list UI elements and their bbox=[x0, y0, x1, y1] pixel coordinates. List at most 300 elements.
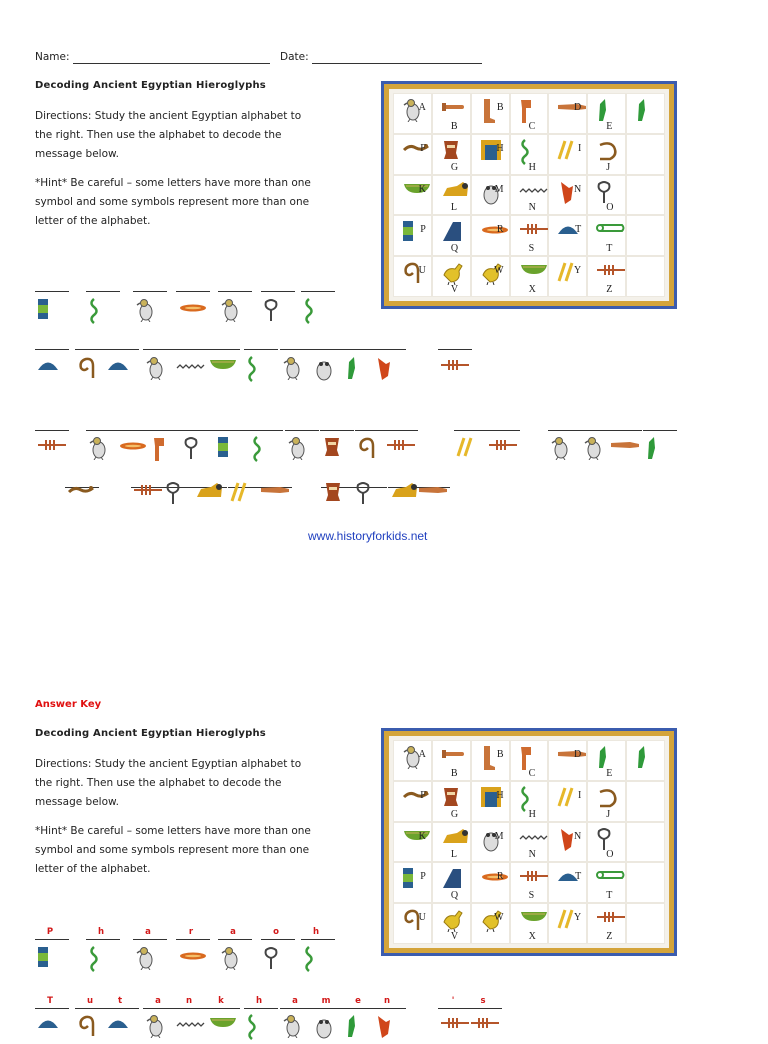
answer-blank[interactable] bbox=[468, 1008, 502, 1009]
alphabet-cell bbox=[432, 903, 471, 944]
alphabet-letter: Q bbox=[450, 243, 459, 255]
answer-blank[interactable] bbox=[548, 430, 582, 431]
answer-blank[interactable] bbox=[105, 1008, 139, 1009]
hint-line: *Hint* Be careful – some letters have more than one bbox=[35, 177, 311, 189]
lion-icon bbox=[441, 180, 471, 202]
reed-icon bbox=[635, 98, 647, 126]
answer-blank[interactable] bbox=[176, 939, 210, 940]
foot-icon bbox=[441, 745, 467, 764]
answer-blank[interactable] bbox=[75, 1008, 109, 1009]
water-icon bbox=[519, 827, 549, 846]
answer-blank[interactable] bbox=[176, 291, 210, 292]
mouth-icon bbox=[178, 946, 208, 965]
alphabet-cell bbox=[471, 215, 510, 256]
answer-blank[interactable] bbox=[643, 430, 677, 431]
alphabet-cell bbox=[626, 256, 665, 297]
hint-line: symbol and some symbols represent more than one bbox=[35, 196, 310, 208]
alphabet-letter: M bbox=[494, 183, 504, 195]
alphabet-letter: R bbox=[496, 224, 504, 236]
rope-icon bbox=[357, 436, 377, 464]
answer-letter: a bbox=[292, 996, 298, 1006]
lasso-icon bbox=[263, 946, 279, 974]
answer-blank[interactable] bbox=[86, 939, 120, 940]
reeds-icon bbox=[557, 139, 575, 165]
twisted-flax-icon bbox=[303, 946, 315, 976]
vulture-icon bbox=[282, 356, 304, 384]
date-label-text: Date: bbox=[280, 51, 309, 63]
answer-blank[interactable] bbox=[143, 349, 177, 350]
alphabet-letter: W bbox=[494, 912, 504, 924]
twisted-flax-icon bbox=[246, 1014, 258, 1044]
alphabet-letter: Y bbox=[574, 912, 582, 924]
alphabet-letter: E bbox=[606, 767, 613, 779]
alphabet-cell bbox=[587, 740, 626, 781]
answer-key-directions bbox=[35, 755, 301, 812]
answer-letter: t bbox=[117, 996, 123, 1006]
alphabet-letter: B bbox=[450, 767, 458, 779]
alphabet-cell bbox=[510, 175, 549, 216]
vulture-icon bbox=[145, 1014, 167, 1042]
answer-letter: h bbox=[255, 996, 263, 1006]
alphabet-letter: T bbox=[575, 871, 582, 883]
alphabet-cell bbox=[471, 903, 510, 944]
alphabet-letter: R bbox=[496, 871, 504, 883]
leg-icon bbox=[480, 98, 496, 128]
mouth-icon bbox=[118, 436, 148, 455]
vulture-icon bbox=[220, 298, 242, 326]
answer-letter: P bbox=[46, 927, 54, 937]
alphabet-cell bbox=[548, 256, 587, 297]
stool-icon bbox=[37, 946, 49, 972]
answer-letter: r bbox=[188, 927, 194, 937]
alphabet-cell bbox=[510, 781, 549, 822]
answer-blank[interactable] bbox=[320, 430, 354, 431]
answer-blank[interactable] bbox=[174, 349, 208, 350]
answer-blank[interactable] bbox=[311, 1008, 345, 1009]
alphabet-cell bbox=[432, 215, 471, 256]
jar-icon bbox=[323, 481, 343, 507]
mouth-icon bbox=[480, 867, 510, 886]
alphabet-letter: U bbox=[418, 912, 426, 924]
alphabet-letter: E bbox=[606, 120, 613, 132]
alphabet-letter: K bbox=[418, 830, 426, 842]
alphabet-cell bbox=[510, 862, 549, 903]
name-label bbox=[35, 51, 70, 63]
directions-line: message below. bbox=[35, 796, 119, 808]
alphabet-letter: G bbox=[450, 808, 459, 820]
alphabet-cell bbox=[587, 862, 626, 903]
answer-blank[interactable] bbox=[438, 1008, 472, 1009]
alphabet-letter: P bbox=[420, 871, 426, 883]
vulture-icon bbox=[135, 298, 157, 326]
rope-icon bbox=[77, 356, 97, 384]
bolt-icon bbox=[596, 261, 626, 280]
answer-letter: a bbox=[145, 927, 151, 937]
alphabet-cell bbox=[432, 822, 471, 863]
answer-letter: e bbox=[355, 996, 361, 1006]
answer-blank[interactable] bbox=[280, 1008, 314, 1009]
answer-blank[interactable] bbox=[244, 1008, 278, 1009]
answer-letter: n bbox=[185, 996, 193, 1006]
directions-line: the right. Then use the alphabet to decode the bbox=[35, 777, 282, 789]
mouth-icon bbox=[480, 220, 510, 239]
directions-line: Directions: Study the ancient Egyptian alphabet to bbox=[35, 758, 302, 770]
alphabet-cell bbox=[548, 740, 587, 781]
stool-icon bbox=[37, 298, 49, 324]
bolt-icon bbox=[37, 436, 67, 455]
alphabet-cell bbox=[587, 256, 626, 297]
hand-icon bbox=[557, 745, 587, 764]
twisted-flax-icon bbox=[251, 436, 263, 466]
answer-letter: u bbox=[86, 996, 94, 1006]
answer-blank[interactable] bbox=[105, 349, 139, 350]
alphabet-cell bbox=[626, 175, 665, 216]
alphabet-cell bbox=[393, 93, 432, 134]
answer-blank[interactable] bbox=[181, 430, 215, 431]
alphabet-letter: F bbox=[420, 789, 426, 801]
answer-blank[interactable] bbox=[261, 291, 295, 292]
stool-icon bbox=[402, 220, 414, 246]
answer-key-title: Decoding Ancient Egyptian Hieroglyphs bbox=[35, 728, 266, 739]
alphabet-cell bbox=[471, 822, 510, 863]
alphabet-cell bbox=[471, 175, 510, 216]
reeds-icon bbox=[557, 908, 575, 934]
bolt-icon bbox=[386, 436, 416, 455]
alphabet-cell bbox=[510, 740, 549, 781]
answer-blank[interactable] bbox=[86, 291, 120, 292]
water-icon bbox=[176, 356, 206, 375]
directions-line: Directions: Study the ancient Egyptian alphabet to bbox=[35, 110, 302, 122]
alphabet-letter: G bbox=[450, 161, 459, 173]
reeds-icon bbox=[557, 786, 575, 812]
alphabet-letter: I bbox=[577, 789, 582, 801]
reed-icon bbox=[345, 1014, 357, 1042]
answer-letter: m bbox=[321, 996, 331, 1006]
hand-icon bbox=[260, 481, 290, 500]
vulture-icon bbox=[220, 946, 242, 974]
alphabet-letter: C bbox=[528, 120, 536, 132]
hand-icon bbox=[610, 436, 640, 455]
bolt-icon bbox=[133, 481, 163, 500]
answer-blank[interactable] bbox=[285, 430, 319, 431]
alphabet-cell bbox=[587, 134, 626, 175]
answer-blank[interactable] bbox=[454, 430, 488, 431]
alphabet-cell bbox=[393, 903, 432, 944]
answer-blank[interactable] bbox=[206, 349, 240, 350]
vulture-icon bbox=[88, 436, 110, 464]
answer-blank[interactable] bbox=[438, 349, 472, 350]
owl-icon bbox=[313, 356, 335, 386]
alphabet-letter: X bbox=[528, 283, 536, 295]
alphabet-cell bbox=[432, 862, 471, 903]
alphabet-letter: J bbox=[606, 161, 611, 173]
answer-blank[interactable] bbox=[75, 349, 109, 350]
alphabet-letter: Z bbox=[606, 930, 613, 942]
alphabet-cell bbox=[548, 93, 587, 134]
alphabet-letter: L bbox=[450, 849, 457, 861]
bolt-icon bbox=[440, 356, 470, 375]
alphabet-letter: V bbox=[450, 283, 459, 295]
bolt-icon bbox=[596, 908, 626, 927]
alphabet-cell bbox=[548, 822, 587, 863]
name-label-text: Name: bbox=[35, 51, 70, 63]
alphabet-chart bbox=[384, 84, 674, 306]
directions-line: the right. Then use the alphabet to decode the bbox=[35, 129, 282, 141]
alphabet-letter: T bbox=[606, 243, 613, 255]
lasso-icon bbox=[165, 481, 181, 509]
bolt-icon bbox=[519, 220, 549, 239]
vulture-icon bbox=[287, 436, 309, 464]
hint-line: letter of the alphabet. bbox=[35, 215, 151, 227]
answer-blank[interactable] bbox=[35, 291, 69, 292]
alphabet-cell bbox=[393, 256, 432, 297]
bolt-icon bbox=[488, 436, 518, 455]
answer-blank[interactable] bbox=[608, 430, 642, 431]
stool-icon bbox=[402, 867, 414, 893]
bread-icon bbox=[37, 356, 59, 375]
answer-blank[interactable] bbox=[261, 939, 295, 940]
alphabet-cell bbox=[587, 903, 626, 944]
alphabet-cell bbox=[471, 862, 510, 903]
owl-icon bbox=[313, 1014, 335, 1044]
vulture-icon bbox=[135, 946, 157, 974]
lasso-icon bbox=[355, 481, 371, 509]
answer-letter: ' bbox=[451, 996, 455, 1006]
alphabet-letter: S bbox=[528, 243, 535, 255]
reed-icon bbox=[345, 356, 357, 384]
crown-icon bbox=[374, 356, 394, 386]
alphabet-cell bbox=[626, 822, 665, 863]
alphabet-cell bbox=[626, 781, 665, 822]
reed-icon bbox=[635, 745, 647, 773]
alphabet-cell bbox=[471, 93, 510, 134]
alphabet-letter: T bbox=[575, 224, 582, 236]
answer-blank[interactable] bbox=[143, 1008, 177, 1009]
answer-blank[interactable] bbox=[116, 430, 150, 431]
vulture-icon bbox=[282, 1014, 304, 1042]
answer-blank[interactable] bbox=[35, 430, 69, 431]
answer-letter: n bbox=[383, 996, 391, 1006]
alphabet-cell bbox=[432, 740, 471, 781]
reed-icon bbox=[645, 436, 657, 464]
twisted-flax-icon bbox=[88, 946, 100, 976]
alphabet-cell bbox=[432, 781, 471, 822]
alphabet-letter: J bbox=[606, 808, 611, 820]
alphabet-cell bbox=[432, 256, 471, 297]
answer-letter: T bbox=[47, 996, 53, 1006]
alphabet-letter: B bbox=[450, 120, 458, 132]
leg-icon bbox=[480, 745, 496, 775]
twisted-flax-icon bbox=[246, 356, 258, 386]
answer-letter: a bbox=[155, 996, 161, 1006]
answer-key-hint bbox=[35, 822, 311, 879]
alphabet-cell bbox=[510, 134, 549, 175]
stool-icon bbox=[217, 436, 229, 462]
alphabet-cell bbox=[626, 93, 665, 134]
alphabet-letter: A bbox=[418, 102, 426, 113]
alphabet-letter: X bbox=[528, 930, 536, 942]
website-link[interactable]: www.historyforkids.net bbox=[308, 529, 428, 543]
lasso-icon bbox=[263, 298, 279, 326]
answer-blank[interactable] bbox=[301, 939, 335, 940]
answer-blank[interactable] bbox=[35, 1008, 69, 1009]
answer-blank[interactable] bbox=[35, 349, 69, 350]
alphabet-letter: N bbox=[574, 183, 582, 195]
alphabet-cell bbox=[471, 256, 510, 297]
alphabet-letter: I bbox=[577, 142, 582, 154]
answer-letter: a bbox=[230, 927, 236, 937]
lion-icon bbox=[195, 481, 225, 503]
answer-blank[interactable] bbox=[86, 430, 120, 431]
answer-letter: o bbox=[273, 927, 279, 937]
rope-icon bbox=[77, 1014, 97, 1042]
answer-blank[interactable] bbox=[218, 291, 252, 292]
vulture-icon bbox=[583, 436, 605, 464]
vulture-icon bbox=[550, 436, 572, 464]
alphabet-cell bbox=[548, 215, 587, 256]
alphabet-cell bbox=[510, 256, 549, 297]
alphabet-cell bbox=[393, 215, 432, 256]
answer-blank[interactable] bbox=[218, 939, 252, 940]
page-title: Decoding Ancient Egyptian Hieroglyphs bbox=[35, 80, 266, 91]
alphabet-letter: H bbox=[496, 789, 504, 801]
hint-line: *Hint* Be careful – some letters have more than one bbox=[35, 825, 311, 837]
bolt-icon bbox=[519, 867, 549, 886]
alphabet-cell bbox=[548, 862, 587, 903]
basket-icon bbox=[402, 827, 432, 846]
basket-icon bbox=[208, 356, 238, 375]
name-field[interactable] bbox=[73, 63, 270, 64]
answer-blank[interactable] bbox=[150, 430, 184, 431]
tether-icon bbox=[596, 220, 626, 239]
viper-icon bbox=[67, 481, 95, 500]
alphabet-cell bbox=[548, 781, 587, 822]
alphabet-cell bbox=[471, 740, 510, 781]
alphabet-cell bbox=[393, 134, 432, 175]
alphabet-letter: K bbox=[418, 183, 426, 195]
answer-blank[interactable] bbox=[372, 349, 406, 350]
bread-icon bbox=[107, 356, 129, 375]
answer-letter: h bbox=[312, 927, 320, 937]
answer-blank[interactable] bbox=[280, 349, 314, 350]
alphabet-letter: D bbox=[574, 749, 582, 760]
answer-blank[interactable] bbox=[486, 430, 520, 431]
alphabet-cell bbox=[548, 134, 587, 175]
alphabet-cell bbox=[548, 175, 587, 216]
alphabet-letter: U bbox=[418, 265, 426, 277]
foot-icon bbox=[441, 98, 467, 117]
hint-line: letter of the alphabet. bbox=[35, 863, 151, 875]
alphabet-letter: H bbox=[528, 161, 536, 173]
alphabet-cell bbox=[510, 903, 549, 944]
answer-blank[interactable] bbox=[206, 1008, 240, 1009]
answer-blank[interactable] bbox=[133, 939, 167, 940]
answer-key-alphabet-chart bbox=[384, 731, 674, 953]
crown-icon bbox=[374, 1014, 394, 1044]
basket-icon bbox=[519, 908, 549, 927]
alphabet-cell bbox=[626, 134, 665, 175]
lion-icon bbox=[441, 827, 471, 849]
alphabet-letter: N bbox=[528, 202, 536, 214]
alphabet-letter: O bbox=[606, 849, 614, 861]
alphabet-letter: D bbox=[574, 102, 582, 113]
alphabet-letter: F bbox=[420, 142, 426, 154]
answer-blank[interactable] bbox=[311, 349, 345, 350]
alphabet-letter: H bbox=[528, 808, 536, 820]
directions-line: message below. bbox=[35, 148, 119, 160]
answer-blank[interactable] bbox=[35, 939, 69, 940]
hand-icon bbox=[418, 481, 448, 500]
alphabet-letter: S bbox=[528, 890, 535, 902]
alphabet-letter: V bbox=[450, 930, 459, 942]
basket-handle-icon bbox=[152, 436, 166, 466]
answer-key-label: Answer Key bbox=[35, 699, 102, 710]
alphabet-cell bbox=[626, 740, 665, 781]
alphabet-letter: N bbox=[574, 830, 582, 842]
answer-blank[interactable] bbox=[249, 430, 283, 431]
alphabet-cell bbox=[587, 93, 626, 134]
alphabet-letter: C bbox=[528, 767, 536, 779]
basket-icon bbox=[402, 180, 432, 199]
alphabet-letter: T bbox=[606, 890, 613, 902]
alphabet-cell bbox=[510, 215, 549, 256]
answer-letter: h bbox=[97, 927, 105, 937]
alphabet-grid bbox=[393, 93, 665, 297]
alphabet-cell bbox=[393, 175, 432, 216]
date-field[interactable] bbox=[312, 63, 482, 64]
alphabet-cell bbox=[393, 781, 432, 822]
lion-icon bbox=[390, 481, 420, 503]
alphabet-cell bbox=[393, 822, 432, 863]
answer-blank[interactable] bbox=[301, 291, 335, 292]
alphabet-cell bbox=[587, 822, 626, 863]
alphabet-cell bbox=[471, 134, 510, 175]
jar-icon bbox=[322, 436, 342, 462]
twisted-flax-icon bbox=[303, 298, 315, 328]
alphabet-letter: P bbox=[420, 224, 426, 236]
answer-letter: k bbox=[218, 996, 224, 1006]
answer-blank[interactable] bbox=[133, 291, 167, 292]
basket-icon bbox=[519, 261, 549, 280]
alphabet-letter: A bbox=[418, 749, 426, 760]
reeds-icon bbox=[456, 436, 474, 462]
tether-icon bbox=[596, 867, 626, 886]
alphabet-cell bbox=[548, 903, 587, 944]
vulture-icon bbox=[145, 356, 167, 384]
alphabet-letter: N bbox=[528, 849, 536, 861]
alphabet-letter: M bbox=[494, 830, 504, 842]
twisted-flax-icon bbox=[88, 298, 100, 328]
answer-blank[interactable] bbox=[174, 1008, 208, 1009]
directions bbox=[35, 107, 301, 164]
alphabet-letter: B bbox=[496, 102, 504, 113]
answer-blank[interactable] bbox=[215, 430, 249, 431]
alphabet-cell bbox=[393, 740, 432, 781]
hand-icon bbox=[557, 98, 587, 117]
alphabet-letter: L bbox=[450, 202, 457, 214]
alphabet-cell bbox=[510, 93, 549, 134]
answer-blank[interactable] bbox=[372, 1008, 406, 1009]
lasso-icon bbox=[183, 436, 199, 464]
alphabet-letter: Q bbox=[450, 890, 459, 902]
alphabet-letter: Z bbox=[606, 283, 613, 295]
reeds-icon bbox=[557, 261, 575, 287]
alphabet-cell bbox=[587, 175, 626, 216]
answer-blank[interactable] bbox=[384, 430, 418, 431]
alphabet-grid bbox=[393, 740, 665, 944]
answer-blank[interactable] bbox=[244, 349, 278, 350]
alphabet-cell bbox=[432, 175, 471, 216]
